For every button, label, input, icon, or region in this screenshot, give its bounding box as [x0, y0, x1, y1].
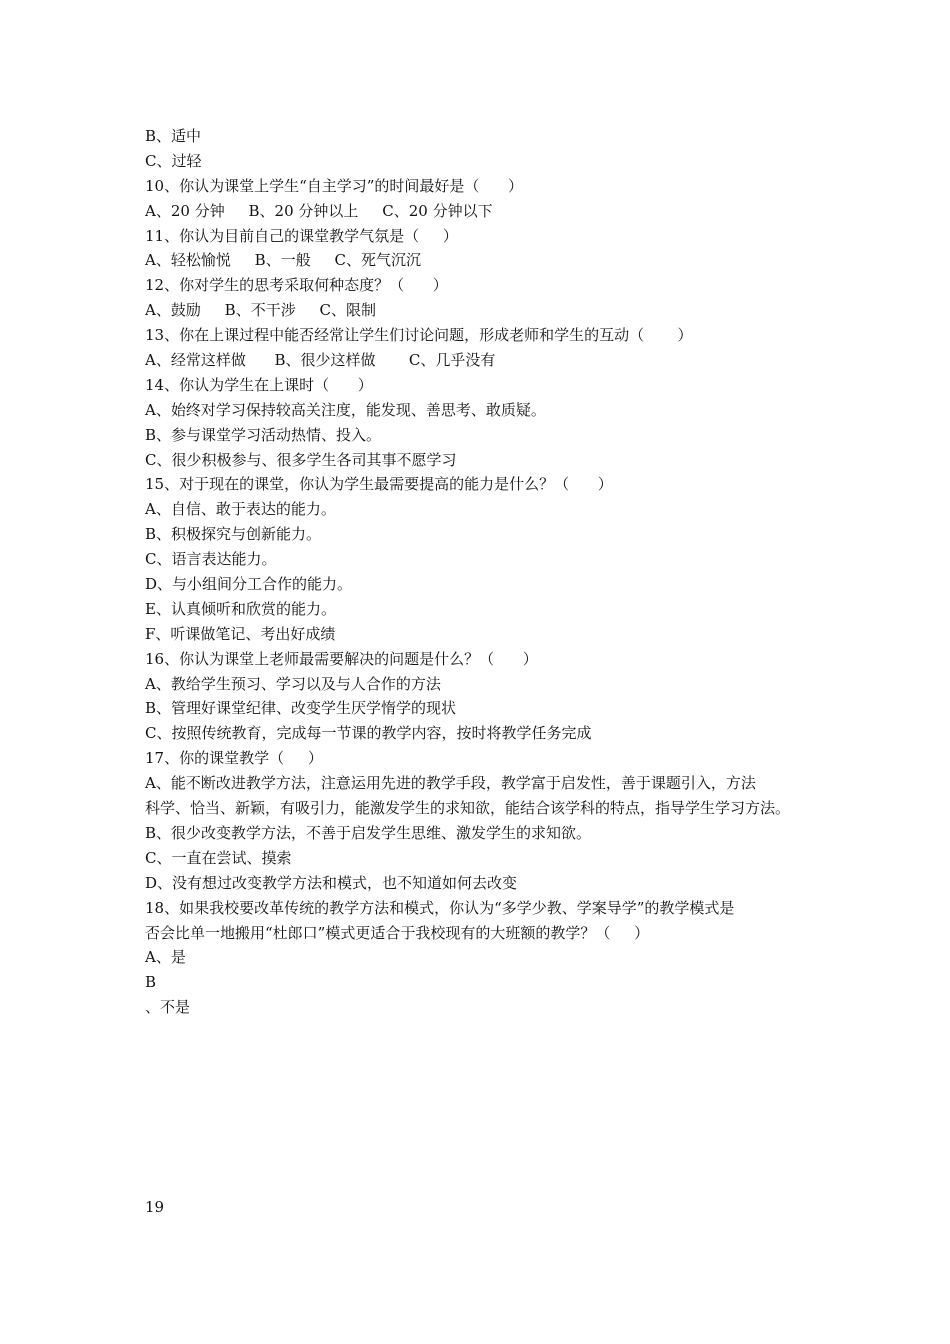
text-line: A、是	[145, 948, 186, 967]
text-line: B、积极探究与创新能力。	[145, 525, 322, 544]
text-line: C、很少积极参与、很多学生各司其事不愿学习	[145, 450, 457, 469]
text-line: A、鼓励 B、不干涉 C、限制	[145, 301, 377, 320]
text-line: 12、你对学生的思考采取何种态度？（ ）	[145, 276, 448, 295]
questionnaire-text	[145, 124, 835, 1020]
text-line: A、自信、敢于表达的能力。	[145, 500, 336, 519]
text-line: C、按照传统教育，完成每一节课的教学内容，按时将教学任务完成	[145, 724, 592, 743]
text-line: D、与小组间分工合作的能力。	[145, 575, 353, 594]
text-line: A、能不断改进教学方法，注意运用先进的教学手段，教学富于启发性，善于课题引入，方法	[145, 774, 756, 793]
page-number: 19	[145, 1198, 165, 1216]
text-line: F、听课做笔记、考出好成绩	[145, 624, 336, 643]
text-line: 11、你认为目前自己的课堂教学气氛是（ ）	[145, 226, 458, 245]
text-line: B、很少改变教学方法，不善于启发学生思维、激发学生的求知欲。	[145, 823, 592, 842]
text-line: C、过轻	[145, 151, 202, 170]
text-line: A、始终对学习保持较高关注度，能发现、善思考、敢质疑。	[145, 400, 546, 419]
text-line: A、20 分钟 B、20 分钟以上 C、20 分钟以下	[145, 201, 493, 220]
text-line: B、适中	[145, 127, 202, 145]
text-line: 16、你认为课堂上老师最需要解决的问题是什么？（ ）	[145, 649, 538, 668]
text-line: 科学、恰当、新颖，有吸引力，能激发学生的求知欲，能结合该学科的特点，指导学生学习方法。	[145, 799, 791, 818]
text-line: 18、如果我校要改革传统的教学方法和模式，你认为“多学少教、学案导学”的教学模式是	[145, 898, 735, 917]
text-line: 15、对于现在的课堂，你认为学生最需要提高的能力是什么？（ ）	[145, 475, 613, 494]
text-line: E、认真倾听和欣赏的能力。	[145, 599, 336, 618]
text-line: A、轻松愉悦 B、一般 C、死气沉沉	[145, 251, 422, 270]
text-line: B、参与课堂学习活动热情、投入。	[145, 425, 382, 444]
text-line: B、管理好课堂纪律、改变学生厌学惰学的现状	[145, 699, 457, 718]
text-line: 17、你的课堂教学（ ）	[145, 749, 323, 768]
text-line: 13、你在上课过程中能否经常让学生们讨论问题，形成老师和学生的互动（ ）	[145, 326, 693, 345]
text-line: A、经常这样做 B、很少这样做 C、几乎没有	[145, 351, 496, 370]
text-line: D、没有想过改变教学方法和模式，也不知道如何去改变	[145, 873, 518, 892]
text-line: A、教给学生预习、学习以及与人合作的方法	[145, 674, 441, 693]
text-line: 、不是	[145, 998, 191, 1017]
text-line: C、一直在尝试、摸索	[145, 848, 292, 867]
text-line: 14、你认为学生在上课时（ ）	[145, 375, 373, 394]
text-line: C、语言表达能力。	[145, 550, 277, 569]
text-line: 否会比单一地搬用“杜郎口”模式更适合于我校现有的大班额的教学？（ ）	[145, 923, 650, 942]
text-line: B	[145, 973, 157, 992]
text-line: 10、你认为课堂上学生“自主学习”的时间最好是（ ）	[145, 176, 524, 195]
